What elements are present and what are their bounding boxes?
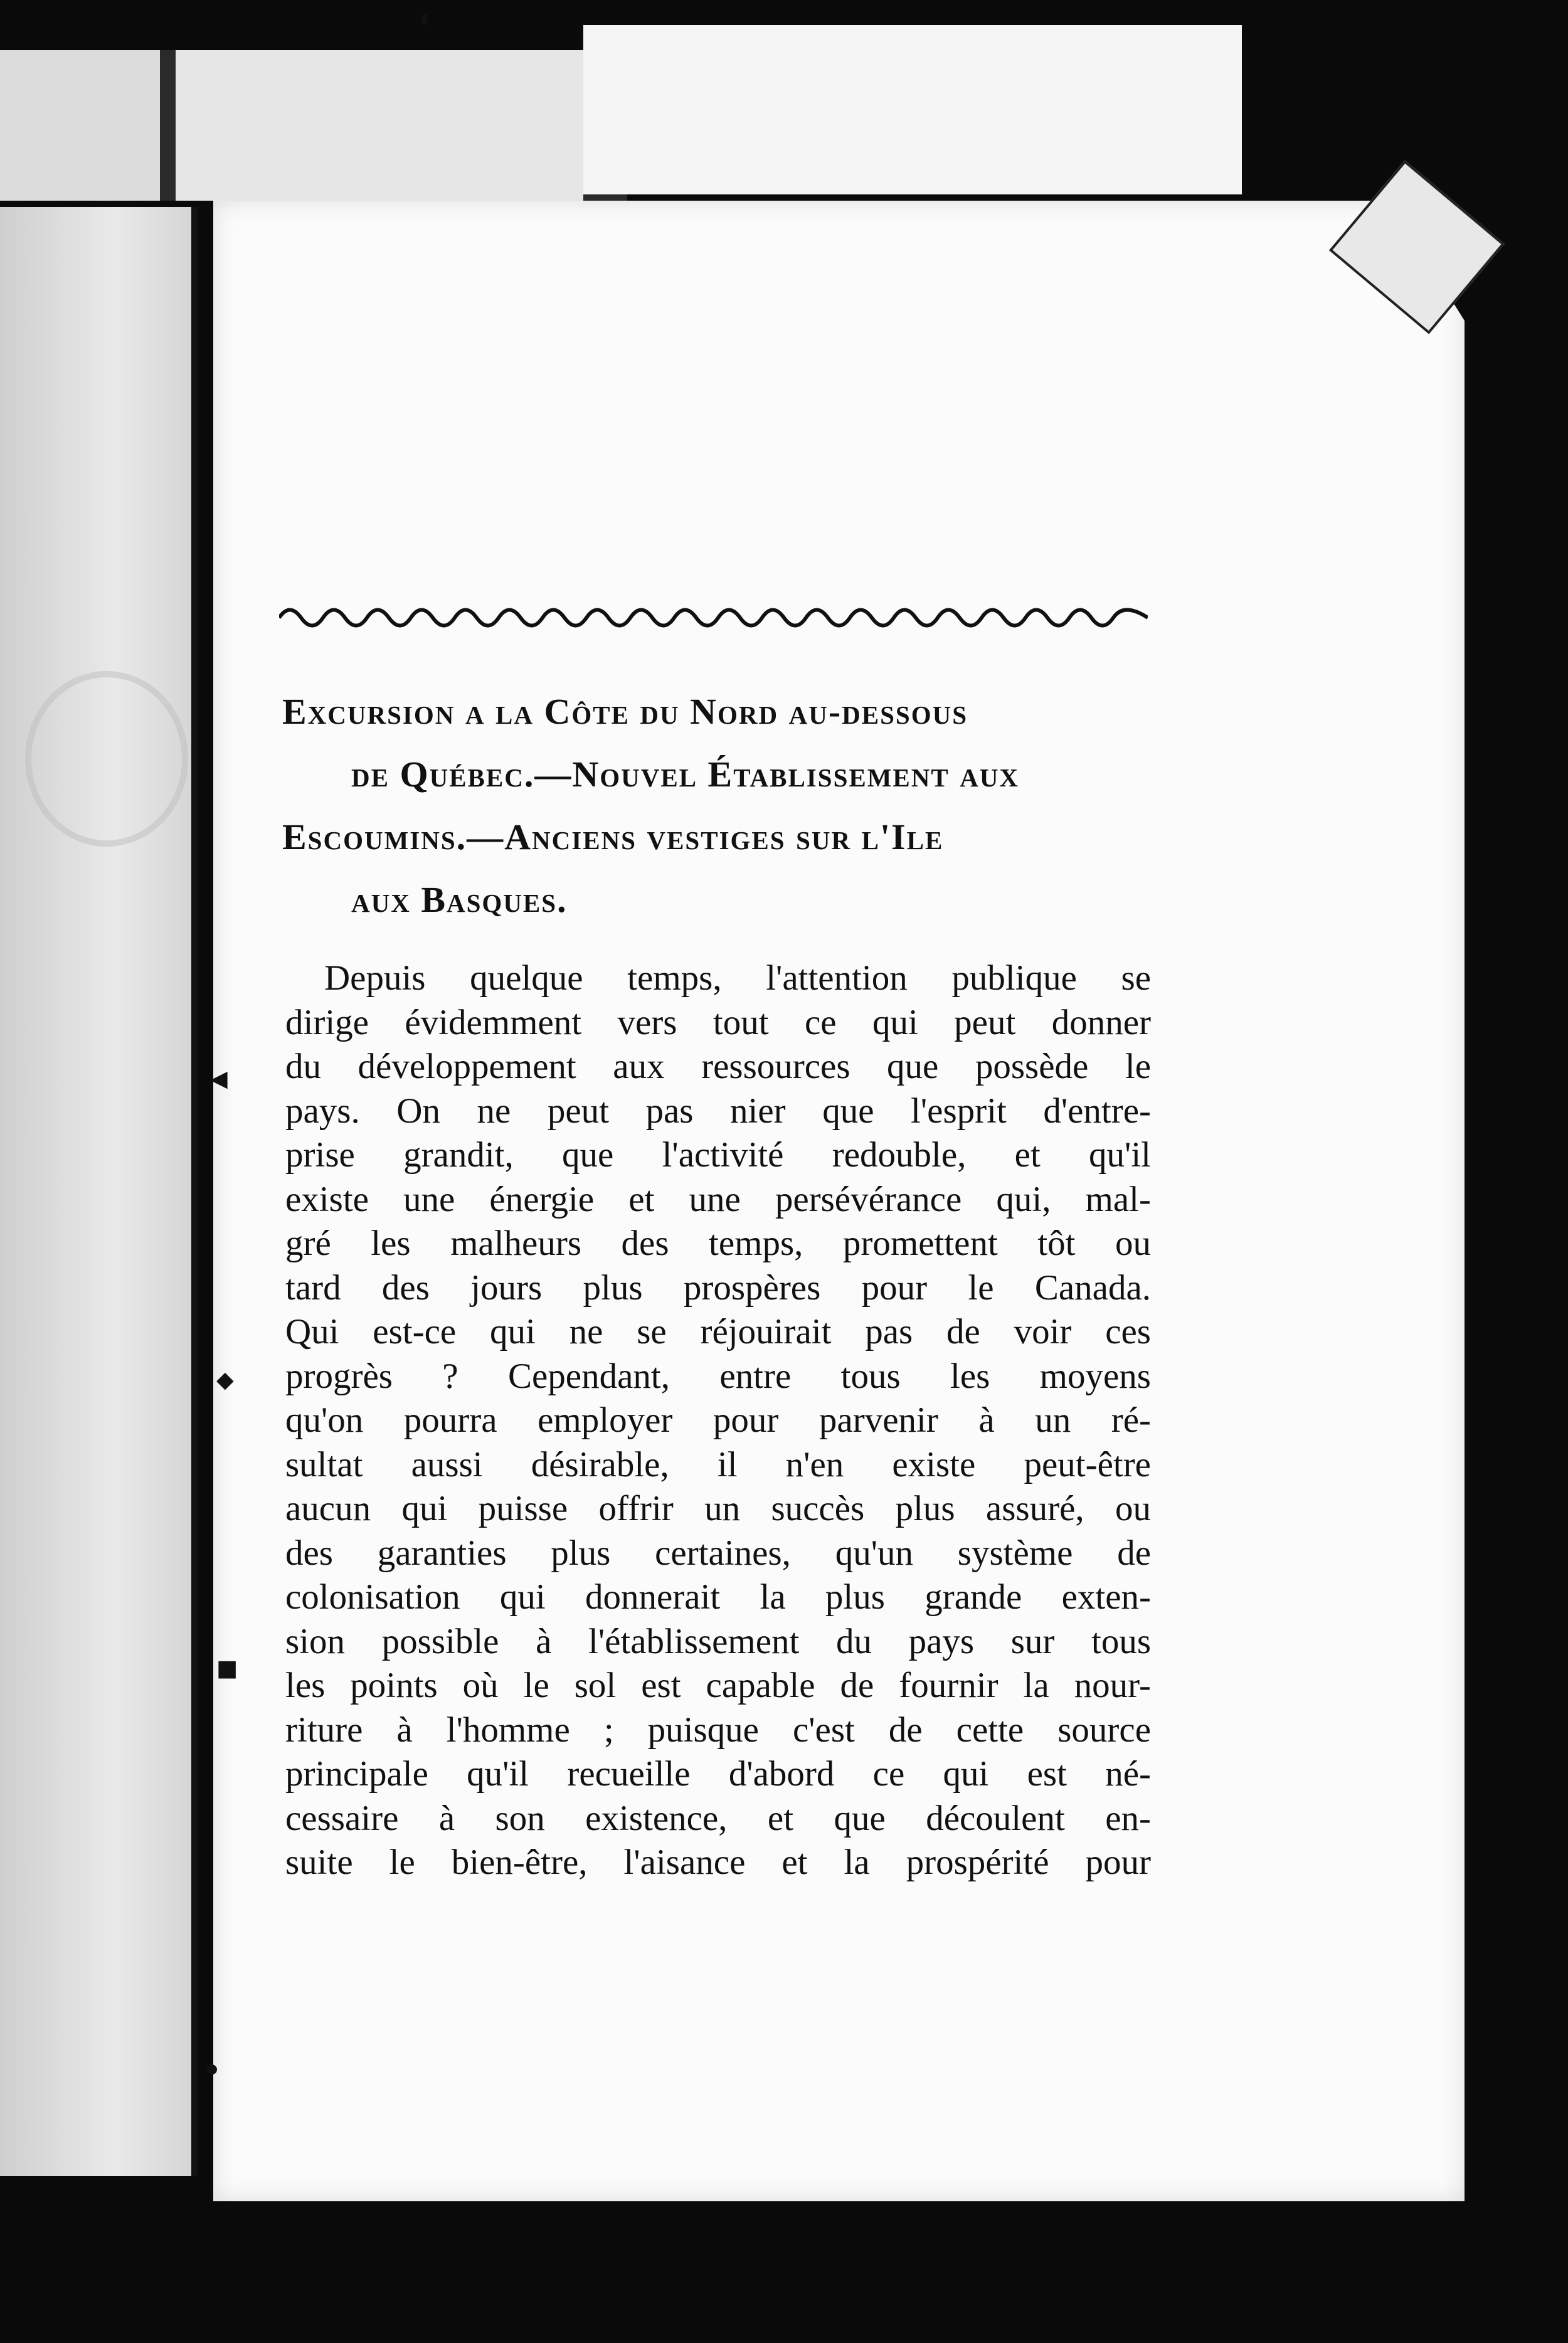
binding-mark <box>421 14 428 25</box>
binding-mark <box>207 2065 217 2075</box>
scan-panel <box>0 50 160 201</box>
body-line: du développement aux ressources que possède le <box>285 1047 1151 1086</box>
heading-line: de Québec.—Nouvel Établissement aux <box>351 754 1020 795</box>
heading-line: Escoumins.—Anciens vestiges sur l'Ile <box>282 817 944 857</box>
article-heading <box>282 680 1154 931</box>
scan-panel <box>176 50 583 201</box>
binding-mark: ◀ <box>210 1066 228 1092</box>
body-line: cessaire à son existence, et que découlent en- <box>285 1798 1151 1838</box>
facing-page <box>0 207 198 2176</box>
facing-page-ghost-mark <box>25 671 188 847</box>
body-line: prise grandit, que l'activité redouble, et qu'il <box>285 1135 1151 1175</box>
body-line: progrès ? Cependant, entre tous les moyens <box>285 1356 1151 1396</box>
heading-line: Excursion a la Côte du Nord au-dessous <box>282 691 968 732</box>
scan-background-top <box>0 50 627 201</box>
body-line: riture à l'homme ; puisque c'est de cette source <box>285 1710 1151 1750</box>
body-line: colonisation qui donnerait la plus grande exten- <box>285 1577 1151 1617</box>
body-line: des garanties plus certaines, qu'un système de <box>285 1533 1151 1573</box>
body-line: Depuis quelque temps, l'attention publique se <box>324 958 1151 998</box>
binding-mark: ◆ <box>216 1367 234 1393</box>
body-line: suite le bien-être, l'aisance et la prospérité pour <box>285 1843 1151 1882</box>
binding-mark: ■ <box>216 1656 238 1681</box>
body-line: tard des jours plus prospères pour le Canada. <box>285 1267 1151 1308</box>
body-line: les points où le sol est capable de fournir la nour- <box>285 1666 1151 1705</box>
body-line: Qui est-ce qui ne se réjouirait pas de voir ces <box>285 1312 1151 1351</box>
body-line: principale qu'il recueille d'abord ce qui est né- <box>285 1754 1151 1794</box>
scan-sheet-top <box>583 25 1242 194</box>
body-line: aucun qui puisse offrir un succès plus assuré, ou <box>285 1489 1151 1528</box>
decorative-rule <box>279 599 1148 630</box>
body-line: existe une énergie et une persévérance qui, mal- <box>285 1179 1151 1219</box>
body-line: dirige évidemment vers tout ce qui peut donner <box>285 1002 1151 1042</box>
body-line: gré les malheurs des temps, promettent tôt ou <box>285 1224 1151 1263</box>
heading-line: aux Basques. <box>351 879 568 920</box>
body-line: sultat aussi désirable, il n'en existe peut-être <box>285 1444 1151 1484</box>
article-body <box>285 956 1151 1885</box>
body-line: pays. On ne peut pas nier que l'esprit d'entre- <box>285 1091 1151 1131</box>
body-line: qu'on pourra employer pour parvenir à un ré- <box>285 1400 1151 1440</box>
body-line: sion possible à l'établissement du pays sur tous <box>285 1621 1151 1661</box>
